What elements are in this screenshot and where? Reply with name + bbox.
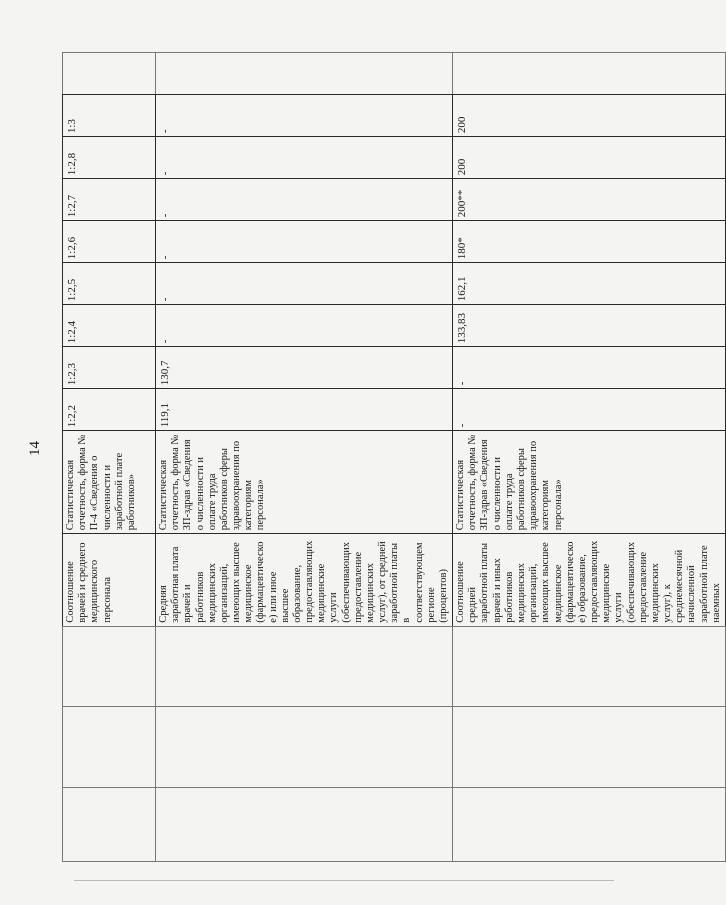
table-row bbox=[156, 53, 453, 862]
blank-cell bbox=[156, 788, 453, 862]
value-cell: 1:2,2 bbox=[63, 389, 156, 431]
value-cell: 133,83 bbox=[453, 305, 726, 347]
blank-cell bbox=[63, 706, 156, 788]
value-cell: 1:2,3 bbox=[63, 347, 156, 389]
scan-artifact-line bbox=[74, 880, 614, 881]
indicator-cell: Средняя заработная плата врачей и работников медицинских организаций, имеющих высшее медицинское (фармацевтическое) или иное высшее образование, предоставляющих медицинские услуги (обеспечивающих предоставление медицинских услуг), от средней заработной платы в соответствующем регионе (процентов) bbox=[156, 534, 453, 626]
source-cell: Статистическая отчетность, форма № ЗП-здрав «Сведения о численности и оплате труда работников сферы здравоохранения по категориям персонала» bbox=[453, 431, 726, 534]
value-cell: - bbox=[156, 305, 453, 347]
blank-cell bbox=[63, 788, 156, 862]
value-cell: - bbox=[156, 137, 453, 179]
indicator-cell: Соотношение врачей и среднего медицинского персонала bbox=[63, 534, 156, 626]
source-cell: Статистическая отчетность, форма № П-4 «Сведения о численности и заработной плате работников» bbox=[63, 431, 156, 534]
blank-cell bbox=[156, 706, 453, 788]
blank-cell bbox=[63, 626, 156, 706]
blank-cell bbox=[453, 53, 726, 95]
value-cell: - bbox=[156, 263, 453, 305]
value-cell: 130,7 bbox=[156, 347, 453, 389]
source-cell: Статистическая отчетность, форма № ЗП-здрав «Сведения о численности и оплате труда работников сферы здравоохранения по категориям персонала» bbox=[156, 431, 453, 534]
value-cell: 200** bbox=[453, 179, 726, 221]
value-cell: 1:3 bbox=[63, 95, 156, 137]
value-cell: 1:2,5 bbox=[63, 263, 156, 305]
table-row bbox=[63, 53, 156, 862]
rotated-table-sheet bbox=[62, 52, 722, 862]
blank-cell bbox=[63, 53, 156, 95]
blank-cell bbox=[453, 706, 726, 788]
value-cell: 1:2,6 bbox=[63, 221, 156, 263]
value-cell: 200 bbox=[453, 95, 726, 137]
page-number: 14 bbox=[27, 441, 43, 456]
indicator-cell: Соотношение средней заработной платы врачей и иных работников медицинских организаций, имеющих высшее медицинское (фармацевтическое) образование, предоставляющих медицинские услуги (обеспечивающих предоставление медицинских услуг), к среднемесячной начисленной заработной плате наемных bbox=[453, 534, 726, 626]
value-cell: 1:2,8 bbox=[63, 137, 156, 179]
value-cell: 180* bbox=[453, 221, 726, 263]
value-cell: - bbox=[156, 221, 453, 263]
value-cell: - bbox=[156, 95, 453, 137]
value-cell: 119,1 bbox=[156, 389, 453, 431]
blank-cell bbox=[453, 788, 726, 862]
value-cell: 200 bbox=[453, 137, 726, 179]
value-cell: 1:2,4 bbox=[63, 305, 156, 347]
blank-cell bbox=[156, 626, 453, 706]
value-cell: 162,1 bbox=[453, 263, 726, 305]
value-cell: - bbox=[453, 389, 726, 431]
blank-cell bbox=[156, 53, 453, 95]
indicators-table bbox=[62, 52, 726, 862]
table-row bbox=[453, 53, 726, 862]
value-cell: - bbox=[156, 179, 453, 221]
value-cell: - bbox=[453, 347, 726, 389]
blank-cell bbox=[453, 626, 726, 706]
value-cell: 1:2,7 bbox=[63, 179, 156, 221]
